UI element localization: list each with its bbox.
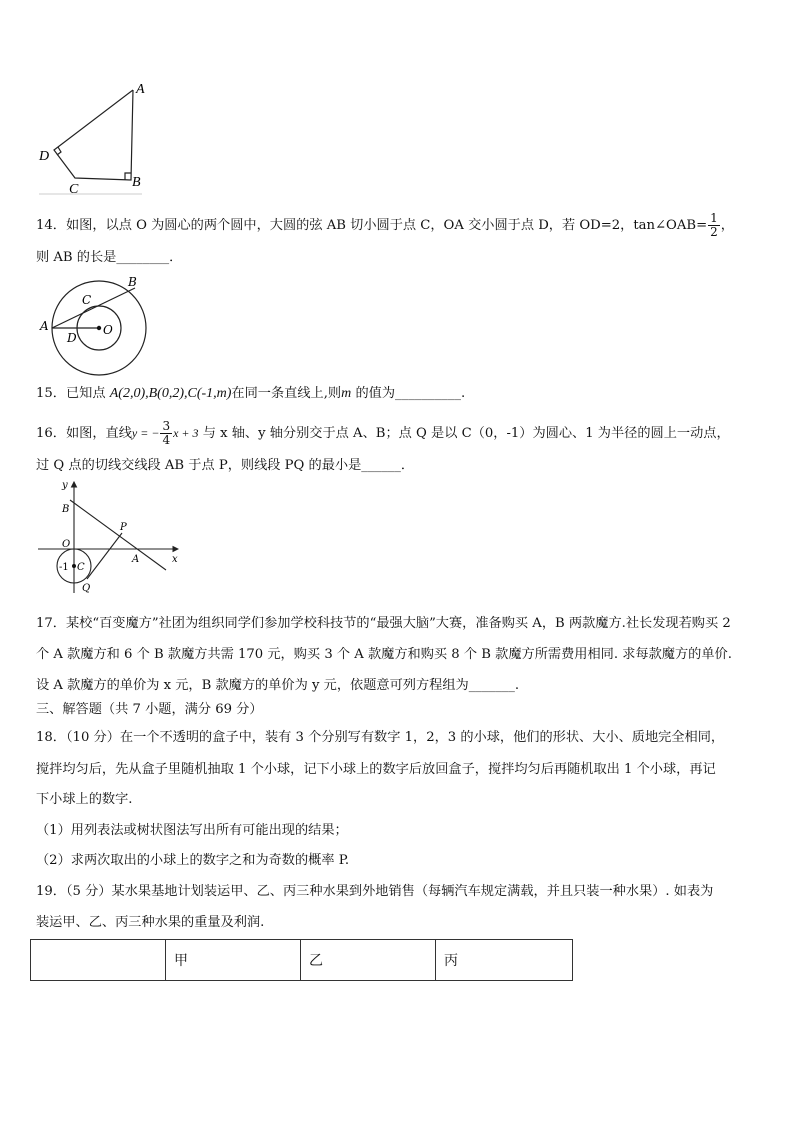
q15-points: A(2,0),B(0,2),C(-1,m) [109, 386, 232, 401]
q16-text-1: 16．如图，直线 [36, 426, 132, 441]
fig13-right-angle-D [57, 147, 61, 155]
q19-table [30, 939, 573, 981]
q15-text-3: 的值为__________. [351, 386, 466, 401]
fig13-label-C: C [69, 182, 79, 197]
q16-frac-den: 4 [162, 433, 171, 447]
figure-q14 [34, 272, 154, 377]
fig16-label-x: x [172, 554, 178, 565]
fig14-label-C: C [82, 293, 92, 307]
fig14-center-O [97, 326, 101, 330]
q18-sub1: （1）用列表法或树状图法写出所有可能出现的结果； [36, 823, 348, 838]
fig14-chord-AB [52, 288, 135, 328]
q16-eq-y: y = − [131, 426, 160, 440]
q17-line3: 设 A 款魔方的单价为 x 元，B 款魔方的单价为 y 元，依题意可列方程组为_______. [36, 678, 520, 693]
fig16-label-A: A [132, 554, 140, 565]
fig16-center-C [72, 564, 76, 568]
figure-q13 [34, 80, 154, 198]
fig16-label-neg1: -1 [59, 562, 69, 573]
q16-frac-num: 3 [162, 419, 171, 433]
fig13-label-B: B [132, 175, 141, 190]
q18-line3: 下小球上的数字. [36, 792, 133, 807]
fig14-label-B: B [128, 275, 137, 289]
table-header-yi: 乙 [301, 940, 436, 981]
q15-m: m [341, 386, 352, 401]
q16-eq-rest: x + 3 [173, 426, 199, 440]
table-row [31, 940, 573, 981]
q15-text-1: 15．已知点 [36, 386, 110, 401]
q14-frac-num: 1 [710, 211, 718, 225]
fig16-tangent-PQ [87, 533, 122, 579]
q14-text: 14．如图，以点 O 为圆心的两个圆中，大圆的弦 AB 切小圆于点 C，OA 交小圆于点 D，若 OD=2，tan∠OAB= [36, 218, 708, 233]
fig13-label-D: D [39, 149, 50, 164]
q14-suffix: ， [720, 218, 734, 233]
table-cell-empty [31, 940, 166, 981]
q17-line1: 17．某校“百变魔方”社团为组织同学们参加学校科技节的“最强大脑”大赛，准备购买 A，B 两款魔方.社长发现若购买 2 [36, 616, 731, 631]
q19-line1: 19．（5 分）某水果基地计划装运甲、乙、丙三种水果到外地销售（每辆汽车规定满载，并且只装一种水果）. 如表为 [36, 884, 714, 899]
fig16-label-P: P [120, 522, 127, 533]
q18-line2: 搅拌均匀后，先从盒子里随机抽取 1 个小球，记下小球上的数字后放回盒子，搅拌均匀后再随机取出 1 个小球，再记 [36, 762, 716, 777]
fig14-label-A: A [40, 319, 49, 333]
fig16-label-y: y [62, 480, 68, 491]
fig16-label-Q: Q [82, 583, 91, 594]
figure-q16 [34, 478, 184, 596]
q14-fraction [708, 212, 720, 239]
fig14-label-D: D [67, 331, 77, 345]
fig13-right-angle-B [125, 173, 131, 180]
q18-line1: 18．（10 分）在一个不透明的盒子中，装有 3 个分别写有数字 1，2，3 的小球，他们的形状、大小、质地完全相同， [36, 730, 725, 745]
fig13-label-A: A [136, 82, 145, 97]
q16-text-2: 与 x 轴、y 轴分别交于点 A、B；点 Q 是以 C（0，-1）为圆心、1 为半径的圆上一动点， [198, 426, 730, 441]
fig16-label-B: B [62, 504, 70, 515]
q16-line1 [36, 420, 730, 447]
q16-line2: 过 Q 点的切线交线段 AB 于点 P，则线段 PQ 的最小是______． [36, 458, 415, 473]
section-heading: 三、解答题（共 7 小题，满分 69 分） [36, 702, 263, 717]
q15-line [36, 384, 465, 404]
fig14-label-O: O [103, 323, 113, 337]
q14-line1 [36, 212, 734, 239]
q15-text-2: 在同一条直线上,则 [231, 386, 342, 401]
q19-line2: 装运甲、乙、丙三种水果的重量及利润. [36, 915, 265, 930]
q17-line2: 个 A 款魔方和 6 个 B 款魔方共需 170 元，购买 3 个 A 款魔方和购买 8 个 B 款魔方所需费用相同. 求每款魔方的单价. [36, 647, 732, 662]
q14-line2: 则 AB 的长是________． [36, 250, 183, 265]
q18-sub2: （2）求两次取出的小球上的数字之和为奇数的概率 P. [36, 853, 350, 868]
q14-frac-den: 2 [710, 225, 718, 239]
table-header-bing: 丙 [436, 940, 573, 981]
fig16-label-O: O [62, 539, 71, 550]
fig13-polygon [54, 90, 133, 180]
fig16-line-AB [70, 500, 166, 570]
fig16-label-C: C [77, 562, 85, 573]
q16-fraction [160, 420, 172, 447]
table-header-jia: 甲 [166, 940, 301, 981]
